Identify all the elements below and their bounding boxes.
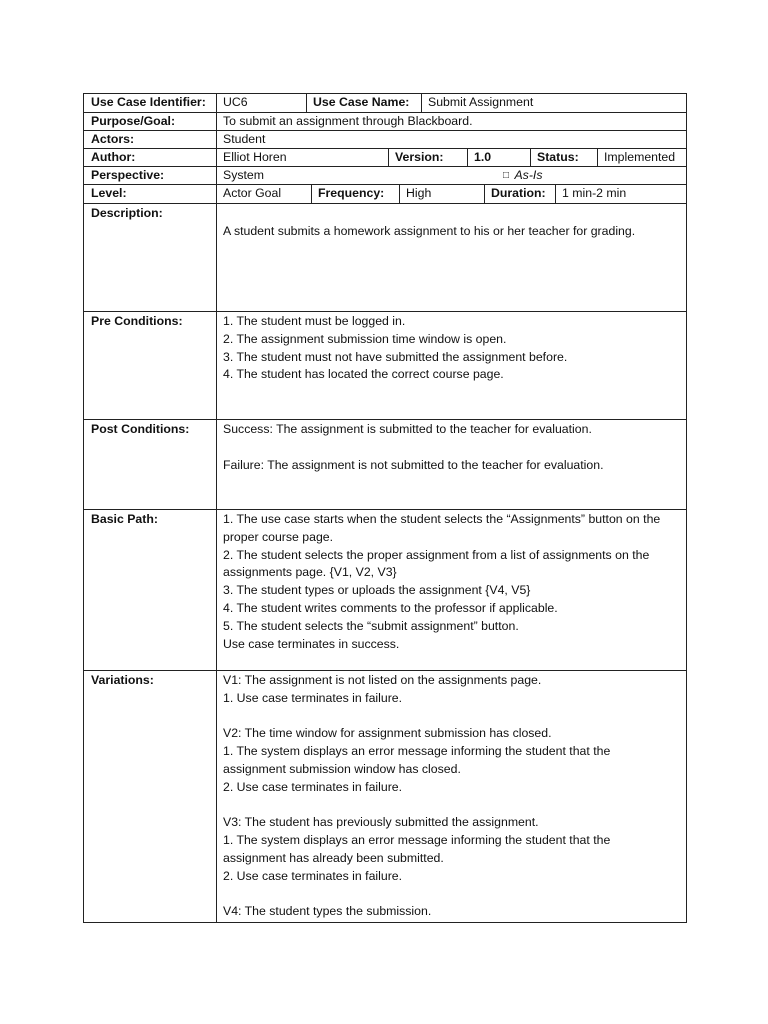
list-item: V3: The student has previously submitted the assignment. — [223, 815, 539, 830]
purpose-value: To submit an assignment through Blackboard. — [217, 113, 687, 130]
row-variations — [84, 671, 687, 923]
post-failure: Failure: The assignment is not submitted to the teacher for evaluation. — [223, 457, 604, 472]
description-value: A student submits a homework assignment to his or her teacher for grading. — [217, 204, 687, 311]
list-item: 1. The system displays an error message informing the student that the — [223, 744, 611, 759]
row-description — [84, 204, 687, 312]
list-item: 1. The student must be logged in. — [223, 314, 406, 328]
row-pre-conditions — [84, 312, 687, 420]
row-post-conditions — [84, 420, 687, 510]
list-item: 1. The use case starts when the student selects the “Assignments” button on the — [223, 512, 661, 526]
duration-label: Duration: — [485, 185, 556, 203]
level-label: Level: — [84, 185, 217, 203]
perspective-value: System — [223, 168, 264, 182]
list-item: 3. The student types or uploads the assignment {V4, V5} — [223, 583, 531, 598]
duration-value: 1 min-2 min — [556, 185, 687, 203]
actors-value: Student — [217, 131, 687, 148]
row-purpose — [84, 113, 687, 131]
version-value: 1.0 — [468, 149, 531, 166]
pre-conditions-label: Pre Conditions: — [84, 312, 217, 419]
row-level — [84, 185, 687, 204]
perspective-option — [503, 167, 542, 184]
row-author — [84, 149, 687, 167]
list-item: Use case terminates in success. — [223, 636, 400, 651]
list-item: 1. The system displays an error message informing the student that the — [223, 833, 611, 848]
description-label: Description: — [84, 204, 217, 311]
version-label: Version: — [389, 149, 468, 166]
list-item: 2. Use case terminates in failure. — [223, 779, 403, 794]
status-value: Implemented — [598, 149, 687, 166]
basic-path-label: Basic Path: — [84, 510, 217, 670]
row-perspective — [84, 167, 687, 185]
row-basic-path — [84, 510, 687, 671]
perspective-option-label: As-Is — [514, 168, 543, 182]
post-conditions-list — [217, 420, 687, 509]
list-item: proper course page. — [223, 529, 334, 544]
row-identifier — [84, 94, 687, 113]
list-item: 2. The student selects the proper assignment from a list of assignments on the — [223, 547, 650, 562]
list-item: 2. The assignment submission time window is open. — [223, 331, 507, 346]
use-case-table — [83, 93, 687, 923]
variations-list — [217, 671, 687, 922]
pre-conditions-list — [217, 312, 687, 419]
use-case-identifier-label: Use Case Identifier: — [84, 94, 217, 112]
variations-label: Variations: — [84, 671, 217, 922]
basic-path-list — [217, 510, 687, 670]
perspective-label: Perspective: — [84, 167, 217, 184]
actors-label: Actors: — [84, 131, 217, 148]
list-item: assignment has already been submitted. — [223, 850, 444, 865]
level-value: Actor Goal — [217, 185, 312, 203]
list-item: assignment submission window has closed. — [223, 761, 461, 776]
frequency-value: High — [400, 185, 485, 203]
list-item: assignments page. {V1, V2, V3} — [223, 565, 397, 580]
list-item: 3. The student must not have submitted the assignment before. — [223, 349, 568, 364]
frequency-label: Frequency: — [312, 185, 400, 203]
use-case-name-label: Use Case Name: — [307, 94, 422, 112]
list-item: V2: The time window for assignment submission has closed. — [223, 726, 552, 741]
list-item: V4: The student types the submission. — [223, 904, 432, 919]
perspective-cell — [217, 167, 687, 184]
list-item: 4. The student writes comments to the professor if applicable. — [223, 600, 558, 615]
author-value: Elliot Horen — [217, 149, 389, 166]
list-item: V1: The assignment is not listed on the assignments page. — [223, 673, 542, 687]
post-success: Success: The assignment is submitted to the teacher for evaluation. — [223, 422, 592, 436]
checkbox-icon: □ — [503, 170, 510, 181]
post-conditions-label: Post Conditions: — [84, 420, 217, 509]
use-case-identifier-value: UC6 — [217, 94, 307, 112]
list-item: 4. The student has located the correct course page. — [223, 367, 504, 382]
status-label: Status: — [531, 149, 598, 166]
purpose-label: Purpose/Goal: — [84, 113, 217, 130]
author-label: Author: — [84, 149, 217, 166]
list-item: 1. Use case terminates in failure. — [223, 690, 403, 705]
row-actors — [84, 131, 687, 149]
use-case-name-value: Submit Assignment — [422, 94, 687, 112]
list-item: 5. The student selects the “submit assignment” button. — [223, 618, 519, 633]
list-item: 2. Use case terminates in failure. — [223, 868, 403, 883]
